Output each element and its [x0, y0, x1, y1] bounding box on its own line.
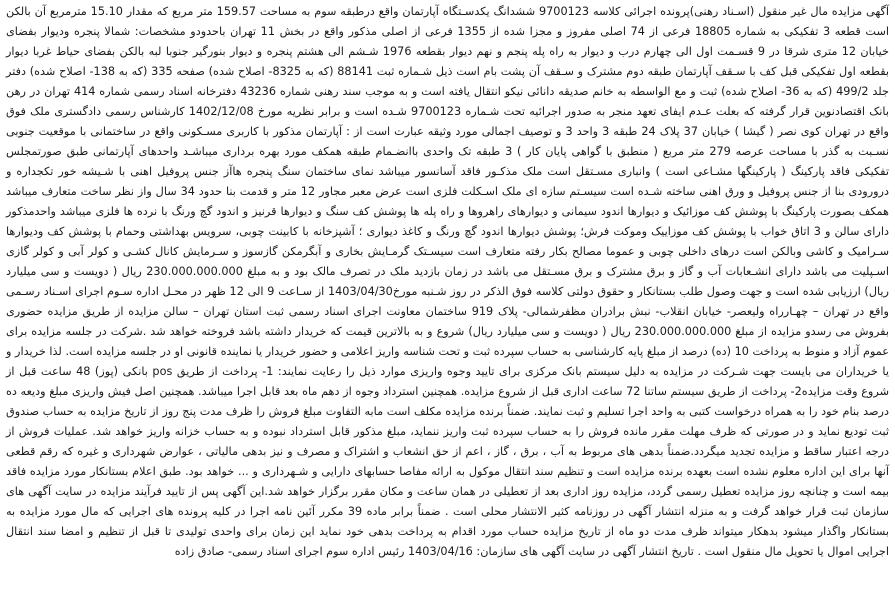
notice-body: آگهی مزایده مال غیر منقول (اسـناد رهنی)پرونده اجرائی کلاسه 9700123 ششدانگ یکدسـتگاه آپارتمان واقع درطبقه سوم به مساحت 159.57 متر مربع که مقدار 15.10 مترمربع آن بالکن است قطعه 3 تفکیکی به شماره 18805 فرعی از 74 اصلی مفروز و مجزا شده از 1355 فرعی از اصلی مذکور واقع در بخش 11 تهران باحدودو مشخصات: شمالا پنجره وديوار بفضای خيابان 12 متری شرقا در 9 قسـمت اول الی چهارم درب و ديوار به راه پله پنجم و نهم ديوار بقطعه 1976 شـشم الی هشتم پنجره و ديوار بنورگير جنوبا لبه بالکن بفضای حياط غربا ديوار بقطعه اول تفکيکی قبل کف با سـقف آپارتمان طبقه دوم مشترک و سـقف آن پشت بام است ذیل شـماره ثبت 88141 (که به 8325- اصلاح شده) صفحه 335 (که به 138- اصلاح شده) دفتر جلد 499/2 (که به 36- اصلاح شده) ثبت و مع الواسطه به خانم صدیقه دانائی نیکو انتقال یافته است و به موجب سند رهنی شماره 43236 دفترخانه اسناد رسمی شماره 414 تهران در رهن بانک اقتصادنوین قرار گرفته که بعلت عـدم ايفای تعهد منجر به صدور اجرائیه تحت شـماره 9700123 شـده است و برابر نظريه مورخ 1402/12/08 کارشناس رسمی دادگستری ملک فوق واقع در تهران کوی نصر ( گیشا ) خیابان 37 پلاک 24 طبقه 3 واحد 3 و توصیف اجمالی مورد وثیقه عبارت است از : آپارتمان مذکور با کاربری مسـکونی واقع در ساختمانی با موقعیت جنوبی نسـبت به گذر با مساحت عرصه 279 متر مربع ( منطبق با گواهی پایان کار ) 3 طبقه تک واحدی باانضـمام طبقه همکف مورد بهره برداری میباشـد واحدهای آپارتمانی طبق صورتمجلس تفکیکی فاقد پارکینگ ( پارکینگها مشـاعی است ) وانباری مسـتقل است ملک مذکـور فاقد آسانسور میباشد نمای ساختمان سنگ پنجره هاآز جنس پروفیل اهنی با شـیشه خور تکجداره و درورودی بنا از جنس پروفیل و ورق اهنی ساخته شـده است سیسـتم سازه ای ملک اسـکلت فلزی است عرض معبر مجاور 12 متر و قدمت بنا حدود 34 سال واز نظر ساخت متعارف میباشد همکف بصورت پارکینگ با پوشش کف موزائیک و دیوارها اندود سیمانی و دیوارهای راهروها و راه پله ها پوشش کف سنگ و دیوارها قرنیز و اندود گچ ورنگ با نرده ها فلزی میباشد واحدمذکور دارای سالن و 3 اتاق خواب با پوشش کف موزاییک وموکت فرش؛ پوشش دیوارها اندود گچ ورنگ و کاغذ دیواری ؛ آشپزخانه با کابینت چوبی، سرویس بهداشتی وحمام با پوشش کف ودیوارها سـرامیک و کاشی وبالکن است درهای داخلی چوبی و عموما مصالح بکار رفته متعارف است سیسـتک گرمـایش بخاری و آبگرمکن گازسوز و سـرمایش کانال کشـی و کولر آبی و کولر گازی اسـپلیت می باشد دارای انشـعابات آب و گاز و برق مشترک و برق مسـتقل می باشد در زمان بازدید ملک در تصرف مالک بود و به مبلغ 230.000.000.000 ریال ( دویست و سی میلیارد ریال) ارزیابی شده است و جهت وصول طلب بستانکار و حقوق دولتی کلاسه فوق الذکر در روز شـنبه مورخ1403/04/30 از سـاعت 9 الی 12 ظهر در محـل اداره سـوم اجرای اسـناد رسـمی واقع در تهران – چهـارراه ولیعصر- خیابان انقلاب- نبش برادران مظفرشمالی- پلاک 919 ساختمان معاونت اجرای اسناد رسمی ثبت استان تهران – سالن مزایده از طریق مزایده حضوری بفروش می رسدو مزایده از مبلغ 230.000.000.000 ریال ( دویست و سی میلیارد ریال) شروع و به بالاترین قیمت که خریدار داشته باشد فروخته خواهد شد .شرکت در جلسه مزایده برای عموم آزاد و منوط به پرداخت 10 (ده) درصد از مبلغ پایه کارشناسی به حساب سپرده ثبت و تحت شناسه واریز اعلامی و حضور خریدار یا نماینده قانونی او در جلسه مزایده است. لذا خریدار و یا خریداران می بایست جهت شـرکت در مزایده به دلیل سیستم بانک مرکزی برای تایید وجوه واریزی موارد ذیل را رعایت نمایند: 1- پرداخت از طریق pos بانکی (پوز) 48 ساعت قبل از شروع وقت مزایده2- پرداخت از طریق سیستم ساتنا 72 ساعت اداری قبل از شروع مزایده. همچنین استرداد وجوه از دهم ماه بعد قابل اجرا میباشد. همچنین اصل فیش واریزی مبلغ ودیعه ده درصد بنام خود را به همراه درخواست کتبی به واحد اجرا تسلیم و ثبت نمایند. ضمناً برنده مزایده مکلف است مابه التفاوت مبلغ فروش را ظرف مدت پنج روز از تاریخ مزایده به حساب صندوق ثبت تودیع نماید و در صورتی که ظرف مهلت مقرر مانده فروش را به حساب سپرده ثبت واریز ننماید، مبلغ مذکور قابل استرداد نبوده و به حساب خزانه واریز خواهد شد. عملیات فروش از درجه اعتبار ساقط و مزایده تجدید میگردد.ضمناً بدهی های مربوط به آب ، برق ، گاز ، اعم از حق انشعاب و اشتراک و مصرف و نیز بدهی مالیاتی ، عوارض شهرداری و غیره که رقم قطعی آنها برای این اداره معلوم نشده است بعهده برنده مزایده است و تنظیم سند انتقال موکول به ارائه مفاصا حسابهای دارایی و شـهرداری و ... خواهد بود. طبق اعلام بستانکار مورد مزایده فاقد بیمه است و چنانچه روز مزایده تعطیل رسمی گردد، مزایده روز اداری بعد از تعطیلی در همان ساعت و مکان مقرر برگزار خواهد شد.این آگهی پس از تایید فرآیند مزایده در سایت آگهی های سازمان ثبت قرار خواهد گرفت و به منزله انتشار آگهی در روزنامه کثیر الانتشار محلی است . ضمناً برابر ماده 39 مکرر آئین نامه اجرا در کلیه پرونده های اجرایی که مال مورد مزایده به بستانکار واگذار میشود بدهکار میتواند ظرف مدت دو ماه از تاریخ مزایده حساب مورد اقدام به پرداخت بدهی خود نماید این زمان برای واحدی تولیدی تا قبل از تنظیم و امضا سند انتقال اجرایی اموال یا تحویل مال منقول است . تاریخ انتشار آگهی در سایت آگهی های سازمان: 1403/04/16 رئیس اداره سوم اجرای اسناد رسمی- صادق زاده [6, 5, 890, 558]
auction-notice [6, 2, 889, 562]
